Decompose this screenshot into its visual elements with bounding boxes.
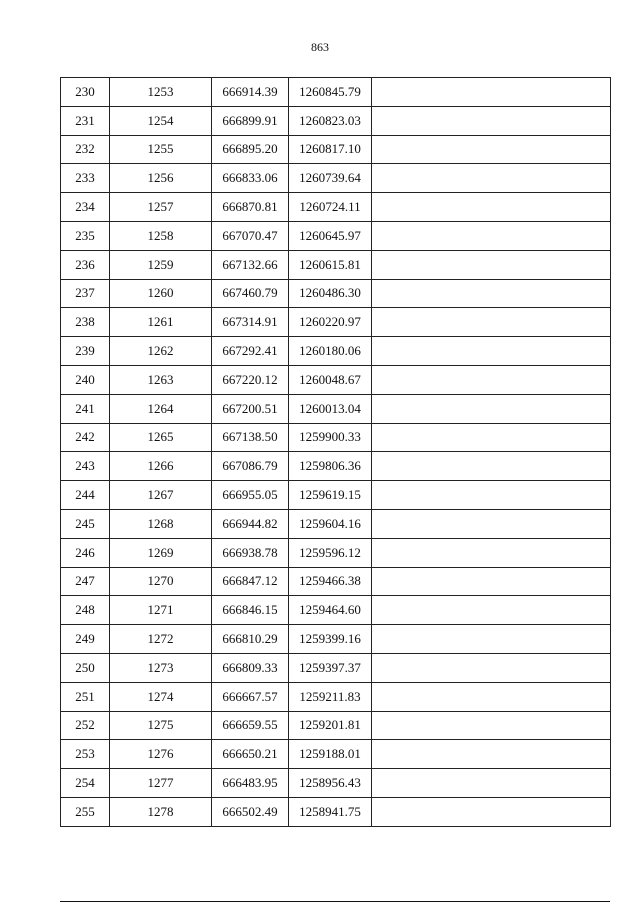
row-index-cell: 240 [61,365,110,394]
point-number-cell: 1267 [110,481,212,510]
coordinate-y-cell: 1259806.36 [289,452,372,481]
coordinate-y-cell: 1259619.15 [289,481,372,510]
row-index-cell: 251 [61,682,110,711]
row-index-cell: 231 [61,106,110,135]
row-index-cell: 254 [61,769,110,798]
point-number-cell: 1268 [110,509,212,538]
coordinate-y-cell: 1260013.04 [289,394,372,423]
note-cell [372,164,611,193]
point-number-cell: 1260 [110,279,212,308]
coordinate-y-cell: 1259604.16 [289,509,372,538]
coordinate-x-cell: 666846.15 [212,596,289,625]
row-index-cell: 255 [61,797,110,826]
row-index-cell: 253 [61,740,110,769]
row-index-cell: 244 [61,481,110,510]
row-index-cell: 236 [61,250,110,279]
coordinate-y-cell: 1260220.97 [289,308,372,337]
note-cell [372,78,611,107]
note-cell [372,135,611,164]
row-index-cell: 243 [61,452,110,481]
note-cell [372,365,611,394]
coordinate-y-cell: 1260845.79 [289,78,372,107]
coordinate-x-cell: 667070.47 [212,221,289,250]
row-index-cell: 235 [61,221,110,250]
coordinate-x-cell: 666955.05 [212,481,289,510]
row-index-cell: 239 [61,337,110,366]
point-number-cell: 1273 [110,653,212,682]
row-index-cell: 242 [61,423,110,452]
coordinate-x-cell: 666895.20 [212,135,289,164]
note-cell [372,106,611,135]
point-number-cell: 1256 [110,164,212,193]
page-number: 863 [311,40,329,54]
note-cell [372,653,611,682]
table-row [61,797,611,826]
coordinate-y-cell: 1259464.60 [289,596,372,625]
point-number-cell: 1270 [110,567,212,596]
table-row [61,740,611,769]
table-row [61,653,611,682]
point-number-cell: 1278 [110,797,212,826]
row-index-cell: 238 [61,308,110,337]
table-row [61,221,611,250]
table-body [61,78,611,827]
row-index-cell: 241 [61,394,110,423]
point-number-cell: 1257 [110,193,212,222]
coordinate-x-cell: 666650.21 [212,740,289,769]
point-number-cell: 1263 [110,365,212,394]
row-index-cell: 232 [61,135,110,164]
point-number-cell: 1254 [110,106,212,135]
note-cell [372,797,611,826]
table-row [61,625,611,654]
note-cell [372,452,611,481]
note-cell [372,423,611,452]
note-cell [372,769,611,798]
note-cell [372,567,611,596]
row-index-cell: 246 [61,538,110,567]
table-row [61,538,611,567]
note-cell [372,740,611,769]
coordinate-y-cell: 1259397.37 [289,653,372,682]
point-number-cell: 1255 [110,135,212,164]
note-cell [372,538,611,567]
row-index-cell: 248 [61,596,110,625]
coordinate-x-cell: 667200.51 [212,394,289,423]
footer-rule [60,901,610,902]
table-row [61,193,611,222]
note-cell [372,337,611,366]
point-number-cell: 1275 [110,711,212,740]
coordinate-y-cell: 1260180.06 [289,337,372,366]
coordinate-x-cell: 667138.50 [212,423,289,452]
point-number-cell: 1259 [110,250,212,279]
coordinate-x-cell: 667086.79 [212,452,289,481]
point-number-cell: 1261 [110,308,212,337]
row-index-cell: 249 [61,625,110,654]
table-row [61,279,611,308]
coordinate-y-cell: 1260486.30 [289,279,372,308]
table-row [61,481,611,510]
coordinate-y-cell: 1259466.38 [289,567,372,596]
row-index-cell: 245 [61,509,110,538]
table-row [61,250,611,279]
note-cell [372,596,611,625]
coordinate-x-cell: 667132.66 [212,250,289,279]
coordinate-y-cell: 1260739.64 [289,164,372,193]
table-row [61,567,611,596]
table-row [61,365,611,394]
row-index-cell: 247 [61,567,110,596]
note-cell [372,509,611,538]
table-row [61,135,611,164]
coordinate-y-cell: 1258956.43 [289,769,372,798]
coordinate-y-cell: 1260048.67 [289,365,372,394]
row-index-cell: 250 [61,653,110,682]
point-number-cell: 1266 [110,452,212,481]
coordinate-x-cell: 666944.82 [212,509,289,538]
coordinate-x-cell: 666899.91 [212,106,289,135]
table-row [61,423,611,452]
note-cell [372,250,611,279]
table-row [61,394,611,423]
note-cell [372,682,611,711]
row-index-cell: 237 [61,279,110,308]
row-index-cell: 252 [61,711,110,740]
point-number-cell: 1265 [110,423,212,452]
coordinate-y-cell: 1260817.10 [289,135,372,164]
coordinate-y-cell: 1260823.03 [289,106,372,135]
coordinate-table [60,77,611,827]
table-row [61,769,611,798]
coordinate-x-cell: 666659.55 [212,711,289,740]
coordinate-x-cell: 666483.95 [212,769,289,798]
coordinate-x-cell: 666914.39 [212,78,289,107]
coordinate-y-cell: 1260615.81 [289,250,372,279]
coordinate-x-cell: 667292.41 [212,337,289,366]
table-row [61,308,611,337]
coordinate-x-cell: 666667.57 [212,682,289,711]
coordinate-y-cell: 1259211.83 [289,682,372,711]
row-index-cell: 234 [61,193,110,222]
note-cell [372,308,611,337]
coordinate-x-cell: 667220.12 [212,365,289,394]
point-number-cell: 1258 [110,221,212,250]
coordinate-y-cell: 1260645.97 [289,221,372,250]
coordinate-x-cell: 666870.81 [212,193,289,222]
note-cell [372,279,611,308]
table-row [61,164,611,193]
point-number-cell: 1277 [110,769,212,798]
coordinate-y-cell: 1260724.11 [289,193,372,222]
coordinate-x-cell: 666847.12 [212,567,289,596]
coordinate-y-cell: 1259399.16 [289,625,372,654]
point-number-cell: 1271 [110,596,212,625]
note-cell [372,394,611,423]
coordinate-x-cell: 667314.91 [212,308,289,337]
point-number-cell: 1262 [110,337,212,366]
table-row [61,596,611,625]
note-cell [372,625,611,654]
point-number-cell: 1269 [110,538,212,567]
coordinate-x-cell: 666810.29 [212,625,289,654]
table-row [61,452,611,481]
table-row [61,711,611,740]
note-cell [372,221,611,250]
point-number-cell: 1276 [110,740,212,769]
table-row [61,509,611,538]
coordinate-x-cell: 666938.78 [212,538,289,567]
note-cell [372,193,611,222]
coordinate-x-cell: 666809.33 [212,653,289,682]
point-number-cell: 1272 [110,625,212,654]
coordinate-x-cell: 667460.79 [212,279,289,308]
row-index-cell: 233 [61,164,110,193]
point-number-cell: 1253 [110,78,212,107]
coordinate-y-cell: 1259188.01 [289,740,372,769]
coordinate-y-cell: 1259201.81 [289,711,372,740]
coordinate-y-cell: 1259596.12 [289,538,372,567]
table-row [61,682,611,711]
note-cell [372,711,611,740]
table-row [61,78,611,107]
point-number-cell: 1264 [110,394,212,423]
coordinate-x-cell: 666502.49 [212,797,289,826]
note-cell [372,481,611,510]
table-row [61,106,611,135]
coordinate-y-cell: 1258941.75 [289,797,372,826]
row-index-cell: 230 [61,78,110,107]
coordinate-x-cell: 666833.06 [212,164,289,193]
table-row [61,337,611,366]
point-number-cell: 1274 [110,682,212,711]
coordinate-y-cell: 1259900.33 [289,423,372,452]
